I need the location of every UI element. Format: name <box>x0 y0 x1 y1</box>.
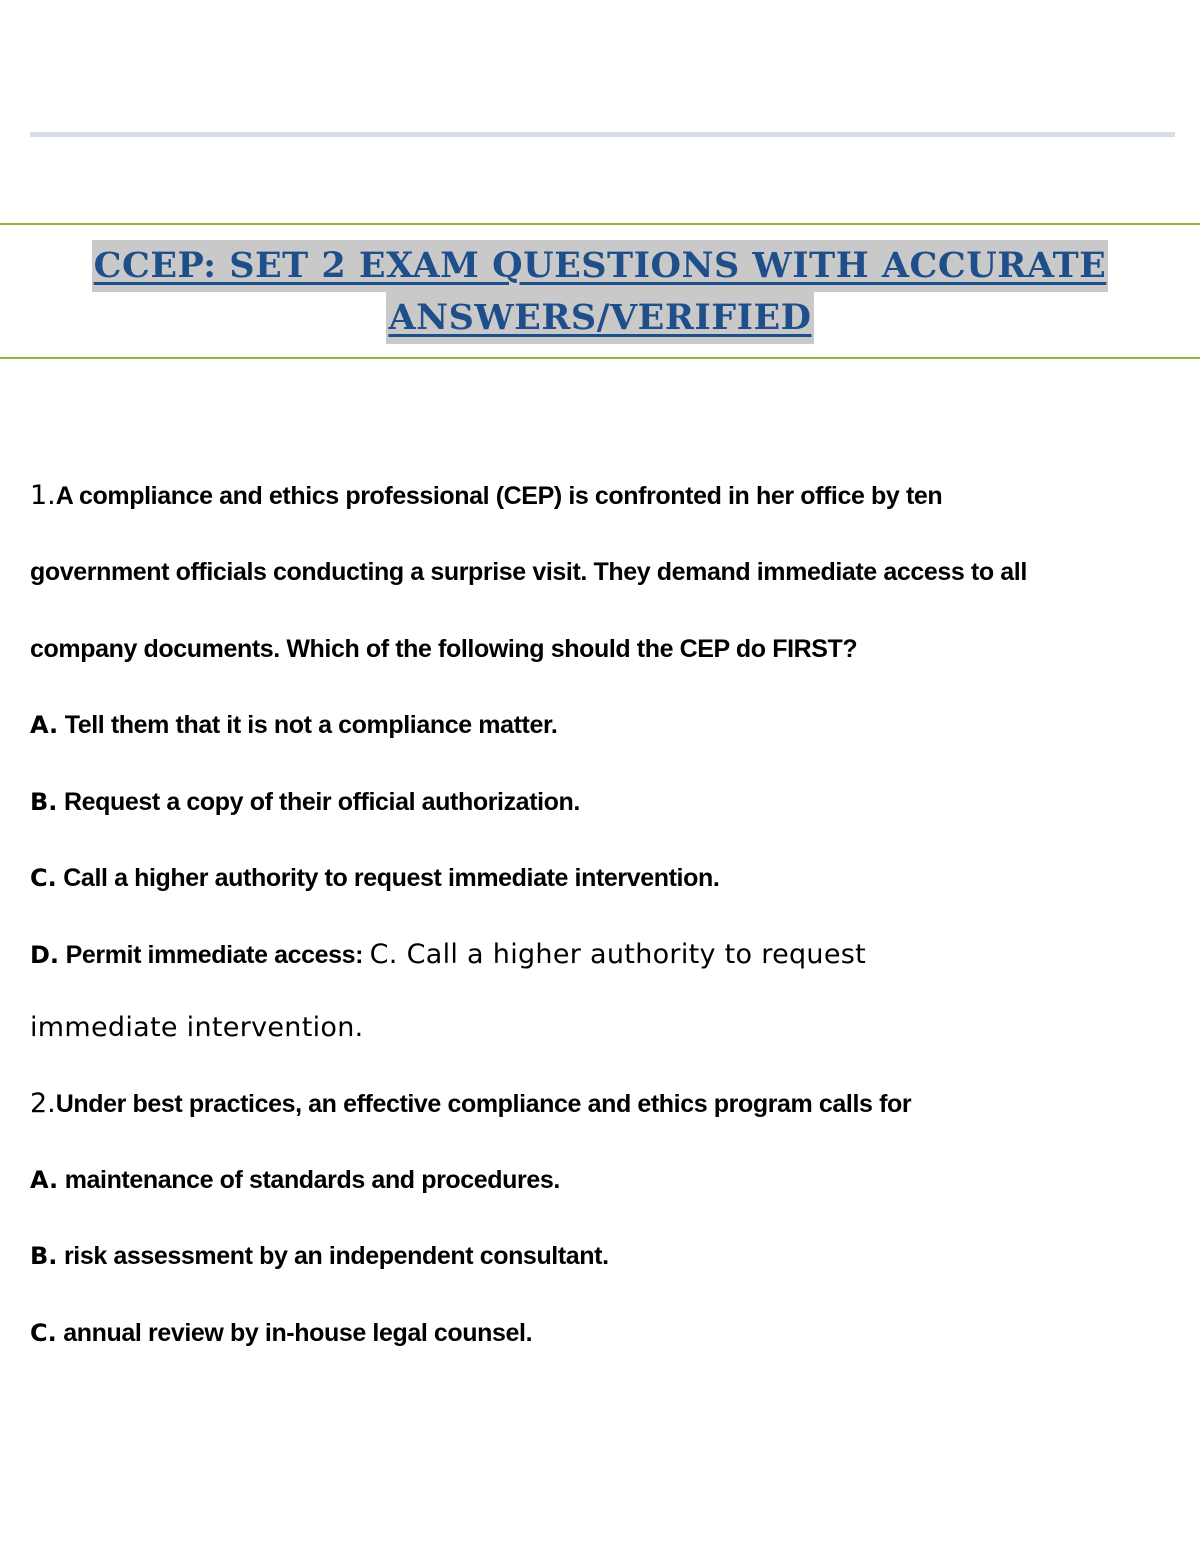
question-1-answer-line-2 <box>30 1008 364 1048</box>
option-letter: C. <box>30 864 57 892</box>
title-rule-bottom <box>0 357 1200 359</box>
option-letter: C. <box>30 1319 57 1347</box>
option-letter: A. <box>30 1166 59 1194</box>
question-2-option-b <box>30 1236 609 1276</box>
option-text: Call a higher authority to request immediate intervention. <box>63 864 720 892</box>
answer-text: immediate intervention. <box>30 1012 364 1043</box>
question-1-option-d <box>30 935 866 975</box>
option-letter: A. <box>30 711 59 739</box>
question-number: 2. <box>30 1088 56 1119</box>
question-1-line-2: government officials conducting a surprise visit. They demand immediate access to all <box>30 558 1027 586</box>
title-rule-top <box>0 223 1200 225</box>
title-line-1: CCEP: SET 2 EXAM QUESTIONS WITH ACCURATE <box>92 240 1109 292</box>
option-text: annual review by in-house legal counsel. <box>63 1319 533 1347</box>
header-rule <box>30 132 1175 137</box>
question-text: Under best practices, an effective compliance and ethics program calls for <box>55 1090 912 1118</box>
question-1-option-b <box>30 782 580 822</box>
question-1-line-3: company documents. Which of the following should the CEP do FIRST? <box>30 635 858 663</box>
option-letter: D. <box>30 941 60 969</box>
question-1-option-c <box>30 858 719 898</box>
option-letter: B. <box>30 1242 58 1270</box>
title-line-2: ANSWERS/VERIFIED <box>386 292 813 344</box>
option-text: risk assessment by an independent consultant. <box>63 1242 609 1270</box>
question-1-option-a <box>30 705 557 745</box>
question-number: 1. <box>30 480 56 511</box>
question-1-line-1 <box>30 476 942 516</box>
option-text: Request a copy of their official authorization. <box>63 788 580 816</box>
question-2-line-1 <box>30 1084 911 1124</box>
option-text: maintenance of standards and procedures. <box>64 1166 560 1194</box>
option-text: Permit immediate access: <box>65 941 364 969</box>
option-text: Tell them that it is not a compliance matter. <box>64 711 558 739</box>
answer-text: C. Call a higher authority to request <box>369 939 866 970</box>
question-2-option-a <box>30 1160 560 1200</box>
question-text: A compliance and ethics professional (CEP) is confronted in her office by ten <box>55 482 943 510</box>
document-title <box>0 240 1200 344</box>
option-letter: B. <box>30 788 58 816</box>
question-2-option-c <box>30 1313 532 1353</box>
